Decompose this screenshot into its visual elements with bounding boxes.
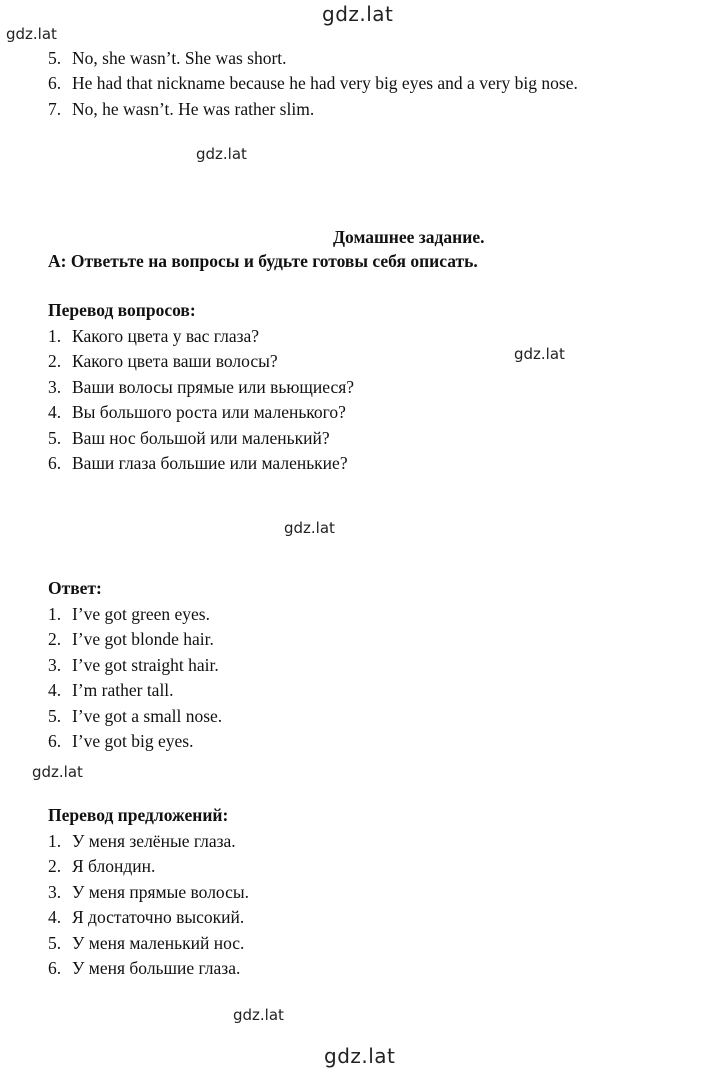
sentences-translation-list: [48, 829, 249, 981]
watermark: gdz.lat: [284, 519, 335, 537]
top-answer-list: [48, 46, 578, 122]
sentences-translation-heading: Перевод предложений:: [48, 805, 229, 825]
answer-list: [48, 602, 222, 754]
questions-translation-list: [48, 324, 354, 476]
list-item: 6. He had that nickname because he had very big eyes and a very big nose.: [48, 73, 578, 94]
list-item: 1. У меня зелёные глаза.: [48, 831, 236, 851]
list-item: 6. У меня большие глаза.: [48, 957, 241, 978]
list-item: 2. Какого цвета ваши волосы?: [48, 351, 278, 372]
list-item: 5. No, she wasn’t. She was short.: [48, 48, 287, 68]
list-item: 4. Я достаточно высокий.: [48, 907, 245, 928]
list-item: 5. Ваш нос большой или маленький?: [48, 427, 330, 448]
list-item: 3. I’ve got straight hair.: [48, 654, 219, 675]
watermark: gdz.lat: [196, 145, 247, 163]
watermark: gdz.lat: [233, 1006, 284, 1024]
watermark: gdz.lat: [514, 345, 565, 363]
list-item: 5. I’ve got a small nose.: [48, 705, 223, 726]
watermark-corner: gdz.lat: [6, 25, 57, 43]
list-item: 6. I’ve got big eyes.: [48, 730, 194, 751]
list-item: 1. I’ve got green eyes.: [48, 604, 210, 624]
list-item: 3. Ваши волосы прямые или вьющиеся?: [48, 376, 355, 397]
list-item: 4. I’m rather tall.: [48, 680, 174, 701]
list-item: 2. I’ve got blonde hair.: [48, 629, 214, 650]
list-item: 3. У меня прямые волосы.: [48, 881, 250, 902]
answer-heading: Ответ:: [48, 578, 102, 598]
list-item: 1. Какого цвета у вас глаза?: [48, 326, 260, 346]
list-item: 6. Ваши глаза большие или маленькие?: [48, 452, 348, 473]
watermark-bottom: gdz.lat: [324, 1044, 396, 1068]
homework-task: A: Ответьте на вопросы и будьте готовы себя описать.: [48, 251, 478, 271]
list-item: 4. Вы большого роста или маленького?: [48, 402, 346, 423]
list-item: 2. Я блондин.: [48, 856, 156, 877]
homework-title: Домашнее задание.: [333, 227, 485, 247]
questions-translation-heading: Перевод вопросов:: [48, 300, 196, 320]
list-item: 7. No, he wasn’t. He was rather slim.: [48, 98, 315, 119]
watermark-top: gdz.lat: [322, 2, 394, 26]
list-item: 5. У меня маленький нос.: [48, 932, 245, 953]
watermark: gdz.lat: [32, 763, 83, 781]
